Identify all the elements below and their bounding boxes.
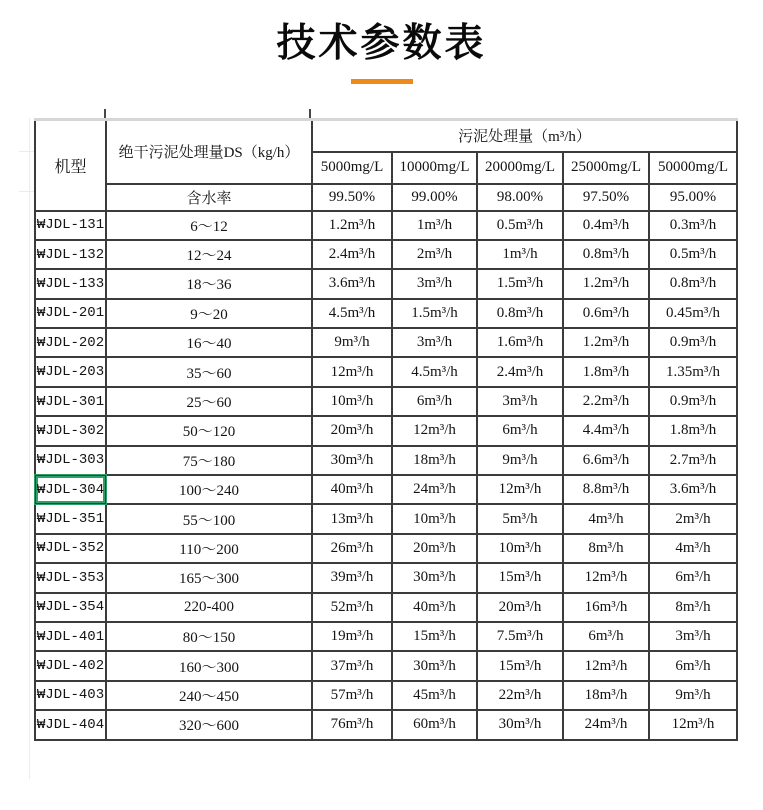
ds-range-cell: 9～20 — [106, 299, 312, 328]
throughput-cell: 0.3m³/h — [649, 211, 737, 240]
throughput-cell: 1.2m³/h — [563, 328, 649, 357]
throughput-cell: 2.4m³/h — [312, 240, 392, 269]
throughput-cell: 57m³/h — [312, 681, 392, 710]
throughput-cell: 0.9m³/h — [649, 387, 737, 416]
throughput-cell: 4.5m³/h — [392, 357, 477, 386]
ds-range-cell: 55～100 — [106, 504, 312, 533]
ds-range-cell: 160～300 — [106, 651, 312, 680]
ds-range-cell: 80～150 — [106, 622, 312, 651]
table-row — [35, 622, 737, 651]
throughput-cell: 7.5m³/h — [477, 622, 563, 651]
throughput-cell: 0.8m³/h — [649, 269, 737, 298]
throughput-cell: 12m³/h — [649, 710, 737, 739]
throughput-cell: 6m³/h — [563, 622, 649, 651]
model-cell: ₩JDL-203 — [35, 357, 106, 386]
throughput-cell: 37m³/h — [312, 651, 392, 680]
throughput-cell: 15m³/h — [392, 622, 477, 651]
model-cell: ₩JDL-202 — [35, 328, 106, 357]
throughput-cell: 2.7m³/h — [649, 446, 737, 475]
throughput-cell: 1.35m³/h — [649, 357, 737, 386]
throughput-cell: 20m³/h — [477, 593, 563, 622]
throughput-cell: 2m³/h — [392, 240, 477, 269]
model-cell: ₩JDL-302 — [35, 416, 106, 445]
moisture-value: 99.00% — [392, 184, 477, 211]
title-block — [0, 0, 763, 84]
throughput-cell: 1.5m³/h — [477, 269, 563, 298]
throughput-cell: 15m³/h — [477, 651, 563, 680]
ds-range-cell: 25～60 — [106, 387, 312, 416]
throughput-cell: 16m³/h — [563, 593, 649, 622]
model-cell: ₩JDL-131 — [35, 211, 106, 240]
header-concentration: 50000mg/L — [649, 152, 737, 184]
header-concentration: 10000mg/L — [392, 152, 477, 184]
throughput-cell: 2m³/h — [649, 504, 737, 533]
model-cell: ₩JDL-304 — [35, 475, 106, 504]
ds-range-cell: 12～24 — [106, 240, 312, 269]
throughput-cell: 12m³/h — [477, 475, 563, 504]
throughput-cell: 1.6m³/h — [477, 328, 563, 357]
throughput-cell: 6.6m³/h — [563, 446, 649, 475]
throughput-cell: 12m³/h — [563, 651, 649, 680]
throughput-cell: 4.5m³/h — [312, 299, 392, 328]
throughput-cell: 52m³/h — [312, 593, 392, 622]
table-row — [35, 651, 737, 680]
throughput-cell: 8.8m³/h — [563, 475, 649, 504]
table-row — [35, 593, 737, 622]
table-row — [35, 475, 737, 504]
throughput-cell: 8m³/h — [563, 534, 649, 563]
throughput-cell: 0.6m³/h — [563, 299, 649, 328]
page-title: 技术参数表 — [276, 22, 487, 65]
ds-range-cell: 18～36 — [106, 269, 312, 298]
ds-range-cell: 110～200 — [106, 534, 312, 563]
throughput-cell: 1.2m³/h — [312, 211, 392, 240]
throughput-cell: 0.45m³/h — [649, 299, 737, 328]
throughput-cell: 40m³/h — [392, 593, 477, 622]
table-row — [35, 328, 737, 357]
table-row — [35, 269, 737, 298]
model-cell: ₩JDL-132 — [35, 240, 106, 269]
throughput-cell: 9m³/h — [649, 681, 737, 710]
throughput-cell: 13m³/h — [312, 504, 392, 533]
throughput-cell: 0.5m³/h — [477, 211, 563, 240]
throughput-cell: 4m³/h — [563, 504, 649, 533]
table-row — [35, 357, 737, 386]
throughput-cell: 0.4m³/h — [563, 211, 649, 240]
header-moisture-label: 含水率 — [106, 184, 312, 211]
model-cell: ₩JDL-401 — [35, 622, 106, 651]
model-cell: ₩JDL-353 — [35, 563, 106, 592]
ds-range-cell: 100～240 — [106, 475, 312, 504]
throughput-cell: 2.2m³/h — [563, 387, 649, 416]
throughput-cell: 24m³/h — [392, 475, 477, 504]
header-throughput: 污泥处理量（m³/h） — [312, 120, 737, 152]
throughput-cell: 1m³/h — [392, 211, 477, 240]
header-concentration: 25000mg/L — [563, 152, 649, 184]
model-cell: ₩JDL-404 — [35, 710, 106, 739]
throughput-cell: 1.8m³/h — [649, 416, 737, 445]
throughput-cell: 4.4m³/h — [563, 416, 649, 445]
table-row — [35, 534, 737, 563]
throughput-cell: 30m³/h — [392, 563, 477, 592]
throughput-cell: 10m³/h — [392, 504, 477, 533]
moisture-value: 99.50% — [312, 184, 392, 211]
throughput-cell: 4m³/h — [649, 534, 737, 563]
model-cell: ₩JDL-303 — [35, 446, 106, 475]
throughput-cell: 6m³/h — [649, 651, 737, 680]
model-cell: ₩JDL-351 — [35, 504, 106, 533]
throughput-cell: 30m³/h — [392, 651, 477, 680]
spec-sheet — [34, 118, 738, 741]
throughput-cell: 22m³/h — [477, 681, 563, 710]
throughput-cell: 5m³/h — [477, 504, 563, 533]
throughput-cell: 76m³/h — [312, 710, 392, 739]
throughput-cell: 12m³/h — [563, 563, 649, 592]
throughput-cell: 1.8m³/h — [563, 357, 649, 386]
throughput-cell: 26m³/h — [312, 534, 392, 563]
header-ds-capacity: 绝干污泥处理量DS（kg/h） — [106, 120, 312, 184]
table-row — [35, 710, 737, 739]
ds-range-cell: 50～120 — [106, 416, 312, 445]
throughput-cell: 3m³/h — [392, 269, 477, 298]
throughput-cell: 45m³/h — [392, 681, 477, 710]
throughput-cell: 10m³/h — [312, 387, 392, 416]
model-cell: ₩JDL-352 — [35, 534, 106, 563]
table-row — [35, 387, 737, 416]
ds-range-cell: 165～300 — [106, 563, 312, 592]
throughput-cell: 3m³/h — [392, 328, 477, 357]
model-cell: ₩JDL-133 — [35, 269, 106, 298]
throughput-cell: 3m³/h — [477, 387, 563, 416]
throughput-cell: 20m³/h — [312, 416, 392, 445]
moisture-value: 98.00% — [477, 184, 563, 211]
table-row — [35, 416, 737, 445]
moisture-value: 97.50% — [563, 184, 649, 211]
throughput-cell: 0.9m³/h — [649, 328, 737, 357]
header-concentration: 5000mg/L — [312, 152, 392, 184]
throughput-cell: 18m³/h — [563, 681, 649, 710]
throughput-cell: 39m³/h — [312, 563, 392, 592]
model-cell: ₩JDL-201 — [35, 299, 106, 328]
throughput-cell: 20m³/h — [392, 534, 477, 563]
throughput-cell: 3.6m³/h — [649, 475, 737, 504]
gridline-stub — [19, 191, 34, 192]
throughput-cell: 0.8m³/h — [477, 299, 563, 328]
ds-range-cell: 240～450 — [106, 681, 312, 710]
throughput-cell: 10m³/h — [477, 534, 563, 563]
model-cell: ₩JDL-403 — [35, 681, 106, 710]
throughput-cell: 1.2m³/h — [563, 269, 649, 298]
throughput-cell: 1m³/h — [477, 240, 563, 269]
ds-range-cell: 320～600 — [106, 710, 312, 739]
table-row — [35, 504, 737, 533]
table-row — [35, 681, 737, 710]
model-cell: ₩JDL-354 — [35, 593, 106, 622]
header-model: 机型 — [35, 120, 106, 211]
throughput-cell: 30m³/h — [477, 710, 563, 739]
table-row — [35, 563, 737, 592]
header-concentration: 20000mg/L — [477, 152, 563, 184]
throughput-cell: 9m³/h — [477, 446, 563, 475]
table-row — [35, 446, 737, 475]
throughput-cell: 0.5m³/h — [649, 240, 737, 269]
spec-table — [34, 118, 738, 741]
table-row — [35, 240, 737, 269]
ds-range-cell: 35～60 — [106, 357, 312, 386]
throughput-cell: 18m³/h — [392, 446, 477, 475]
throughput-cell: 12m³/h — [312, 357, 392, 386]
throughput-cell: 9m³/h — [312, 328, 392, 357]
throughput-cell: 60m³/h — [392, 710, 477, 739]
gridline-stub — [19, 151, 34, 152]
ds-range-cell: 220-400 — [106, 593, 312, 622]
ds-range-cell: 16～40 — [106, 328, 312, 357]
throughput-cell: 6m³/h — [392, 387, 477, 416]
throughput-cell: 2.4m³/h — [477, 357, 563, 386]
throughput-cell: 8m³/h — [649, 593, 737, 622]
throughput-cell: 15m³/h — [477, 563, 563, 592]
throughput-cell: 3.6m³/h — [312, 269, 392, 298]
ds-range-cell: 75～180 — [106, 446, 312, 475]
throughput-cell: 3m³/h — [649, 622, 737, 651]
gridline-left — [29, 118, 30, 779]
throughput-cell: 0.8m³/h — [563, 240, 649, 269]
table-row — [35, 299, 737, 328]
throughput-cell: 19m³/h — [312, 622, 392, 651]
throughput-cell: 6m³/h — [649, 563, 737, 592]
table-row — [35, 211, 737, 240]
throughput-cell: 24m³/h — [563, 710, 649, 739]
model-cell: ₩JDL-301 — [35, 387, 106, 416]
throughput-cell: 6m³/h — [477, 416, 563, 445]
ds-range-cell: 6～12 — [106, 211, 312, 240]
model-cell: ₩JDL-402 — [35, 651, 106, 680]
throughput-cell: 1.5m³/h — [392, 299, 477, 328]
throughput-cell: 30m³/h — [312, 446, 392, 475]
moisture-value: 95.00% — [649, 184, 737, 211]
throughput-cell: 12m³/h — [392, 416, 477, 445]
title-divider — [351, 79, 413, 84]
throughput-cell: 40m³/h — [312, 475, 392, 504]
